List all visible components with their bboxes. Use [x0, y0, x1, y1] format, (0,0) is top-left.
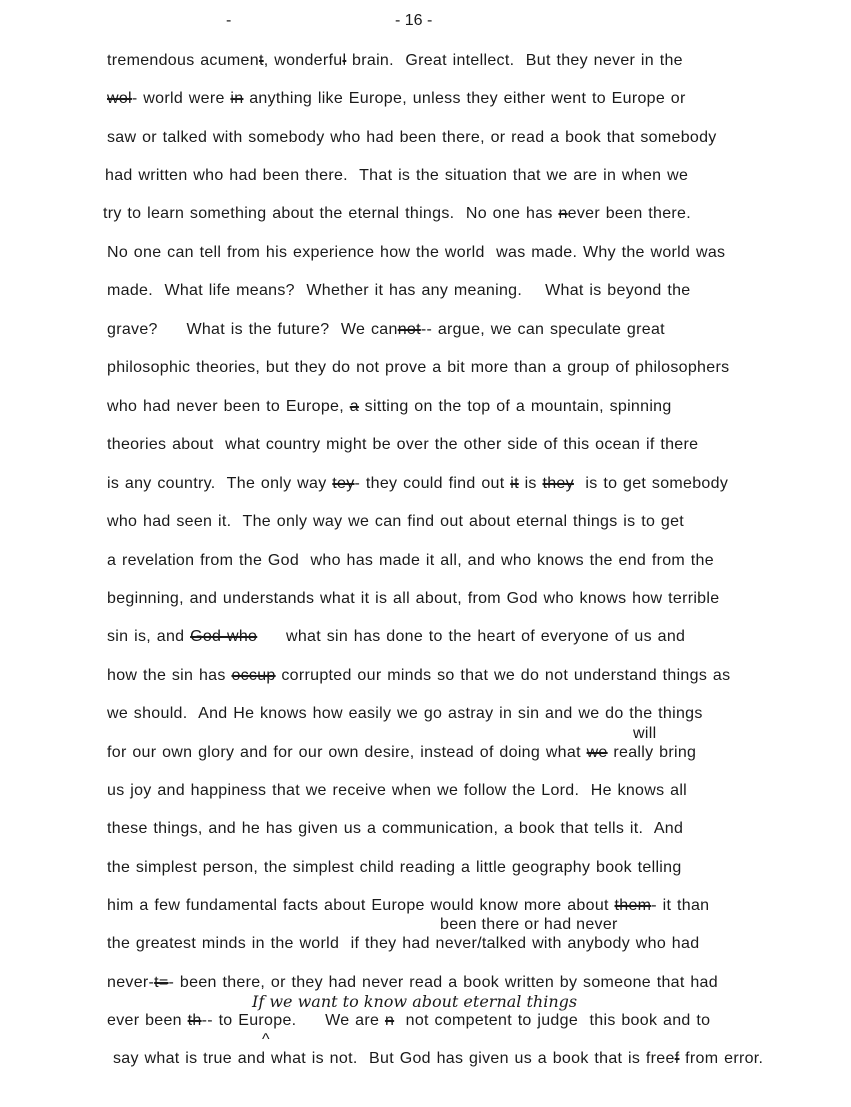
text-line	[107, 398, 672, 416]
struck-text: t	[258, 52, 264, 69]
struck-text: they	[542, 475, 574, 492]
text-segment: philosophic theories, but they do not prove a bit more than a group of philosophers	[107, 359, 730, 376]
struck-text: t=	[154, 974, 169, 991]
text-segment: what sin has done to the heart of everyone of us and	[257, 628, 686, 645]
text-line	[107, 436, 698, 454]
text-segment: is any country. The only way	[107, 475, 333, 492]
text-segment: sitting on the top of a mountain, spinning	[358, 398, 672, 415]
text-line	[107, 359, 729, 377]
text-segment: the greatest minds in the world if they had never/talked with anybody who had	[107, 935, 700, 952]
text-line	[107, 129, 717, 147]
text-segment: ever been there.	[567, 205, 691, 222]
text-line	[107, 820, 683, 838]
text-segment: -- argue, we can speculate great	[420, 321, 665, 338]
text-line	[107, 475, 728, 493]
text-segment: the simplest person, the simplest child reading a little geography book telling	[107, 859, 682, 876]
text-segment: not competent to judge this book and to	[394, 1012, 711, 1029]
insertion-caret: ^	[262, 1031, 270, 1048]
text-segment: for our own glory and for our own desire, instead of doing what	[107, 744, 587, 761]
text-segment: anything like Europe, unless they either went to Europe or	[243, 90, 686, 107]
text-segment: who had never been to Europe,	[107, 398, 350, 415]
header-dash: -	[226, 12, 232, 29]
text-segment: , wonderfu	[263, 52, 343, 69]
text-segment: how the sin has	[107, 667, 232, 684]
text-line	[107, 782, 687, 800]
text-segment: really bring	[607, 744, 697, 761]
text-segment: - been there, or they had never read a book written by someone that had	[168, 974, 718, 991]
text-segment: him a few fundamental facts about Europe would know more about	[107, 897, 615, 914]
struck-text: God who	[190, 628, 258, 645]
struck-text: we	[586, 744, 608, 761]
insertion-been-there: been there or had never	[440, 916, 618, 933]
text-segment: say what is true and what is not. But God has given us a book that is free	[113, 1050, 675, 1067]
struck-text: it	[510, 475, 519, 492]
text-line	[107, 667, 730, 685]
text-line	[107, 513, 684, 531]
text-segment: is	[518, 475, 543, 492]
text-segment: these things, and he has given us a communication, a book that tells it. And	[107, 820, 684, 837]
text-line	[107, 590, 719, 608]
text-line	[107, 744, 696, 762]
text-line	[107, 935, 699, 953]
struck-text: tey	[332, 475, 355, 492]
struck-text: a	[349, 398, 359, 415]
struck-text: them	[614, 897, 652, 914]
struck-text: not	[397, 321, 421, 338]
text-segment: beginning, and understands what it is all about, from God who knows how terrible	[107, 590, 720, 607]
text-line	[107, 552, 714, 570]
text-segment: ever been	[107, 1012, 188, 1029]
text-line	[107, 90, 686, 108]
text-segment: - they could find out	[354, 475, 511, 492]
insertion-will: will	[633, 725, 657, 742]
struck-text: f	[674, 1050, 680, 1067]
text-line	[113, 1050, 763, 1068]
text-segment: saw or talked with somebody who had been there, or read a book that somebody	[107, 129, 717, 146]
text-line	[107, 321, 665, 339]
text-segment: grave? What is the future? We can	[107, 321, 398, 338]
struck-text: n	[384, 1012, 395, 1029]
text-line	[107, 974, 718, 992]
struck-text: in	[230, 90, 244, 107]
struck-text: occup	[231, 667, 276, 684]
text-segment: we should. And He knows how easily we go astray in sin and we do the things	[107, 705, 703, 722]
text-segment: brain. Great intellect. But they never in the	[346, 52, 683, 69]
text-segment: - world were	[131, 90, 231, 107]
text-segment: -- to Europe. We are	[201, 1012, 385, 1029]
text-segment: is to get somebody	[573, 475, 729, 492]
text-segment: us joy and happiness that we receive when we follow the Lord. He knows all	[107, 782, 688, 799]
text-segment: had written who had been there. That is the situation that we are in when we	[105, 167, 689, 184]
text-segment: sin is, and	[107, 628, 191, 645]
text-segment: corrupted our minds so that we do not understand things as	[275, 667, 731, 684]
text-line	[107, 628, 685, 646]
text-segment: made. What life means? Whether it has any meaning. What is beyond the	[107, 282, 691, 299]
text-segment: tremendous acumen	[107, 52, 259, 69]
text-segment: theories about what country might be over the other side of this ocean if there	[107, 436, 699, 453]
text-line	[105, 167, 688, 185]
text-segment: from error.	[679, 1050, 764, 1067]
text-segment: No one can tell from his experience how the world was made. Why the world was	[107, 244, 726, 261]
text-line	[103, 205, 691, 223]
text-line	[107, 1012, 710, 1030]
struck-text: wol	[107, 90, 132, 107]
struck-text: l	[342, 52, 347, 69]
text-segment: never-	[107, 974, 155, 991]
text-segment: a revelation from the God who has made it all, and who knows the end from the	[107, 552, 714, 569]
text-line	[107, 244, 725, 262]
struck-text: th	[187, 1012, 202, 1029]
text-segment: - it than	[651, 897, 710, 914]
text-line	[107, 859, 682, 877]
struck-text: n	[558, 205, 568, 222]
text-line	[107, 282, 690, 300]
text-segment: who had seen it. The only way we can find out about eternal things is to get	[107, 513, 685, 530]
text-line	[107, 52, 683, 70]
text-line	[107, 705, 703, 723]
text-line	[107, 897, 709, 915]
page-number: - 16 -	[395, 12, 433, 29]
text-segment: try to learn something about the eternal things. No one has	[103, 205, 559, 222]
handwritten-annotation: If we want to know about eternal things	[252, 992, 578, 1011]
